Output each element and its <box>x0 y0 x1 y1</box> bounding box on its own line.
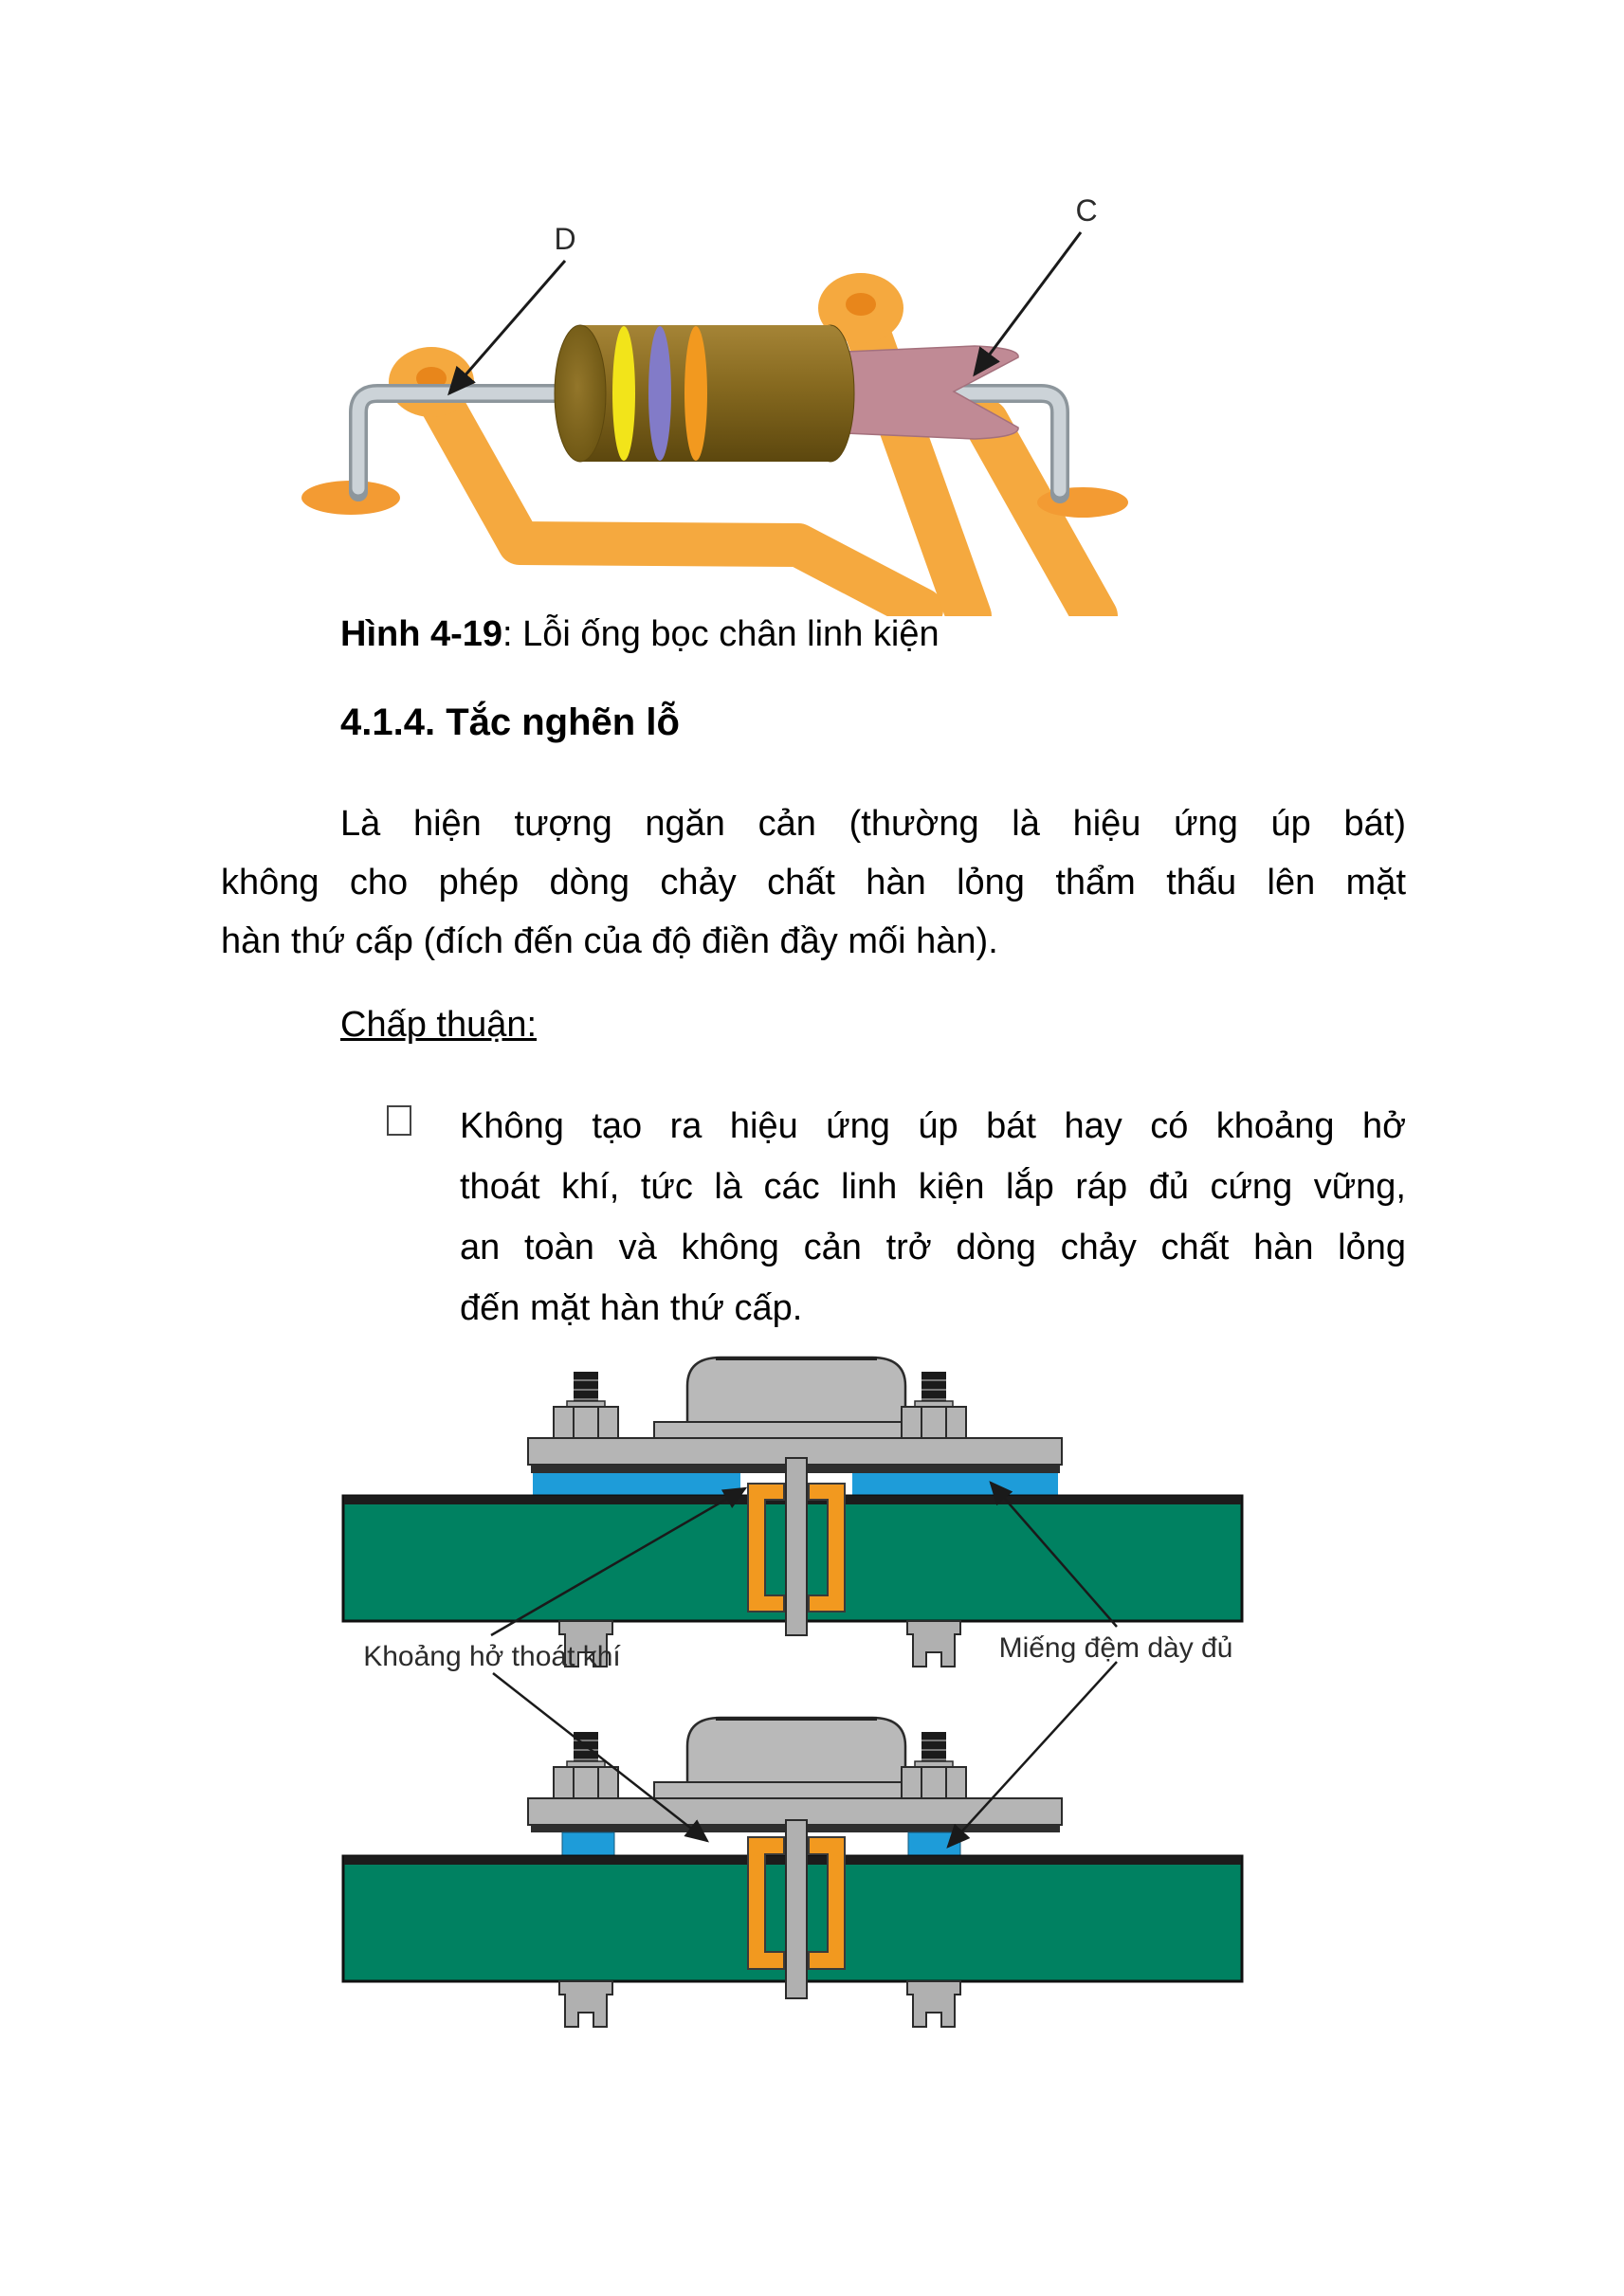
component-base <box>654 1782 943 1798</box>
pcb-diagram <box>237 1346 1432 2067</box>
bullet-line: an toàn và không cản trở dòng chảy chất hàn lỏng <box>460 1228 1406 1267</box>
round-pad-right-hole <box>846 293 876 316</box>
paragraph-line: không cho phép dòng chảy chất hàn lỏng thẩm thấu lên mặt <box>221 863 1406 902</box>
bullet-line: thoát khí, tức là các linh kiện lắp ráp đủ cứng vững, <box>460 1167 1406 1207</box>
callout-label-c: C <box>1075 193 1098 228</box>
gasket-left <box>533 1473 740 1498</box>
band-yellow <box>612 326 635 461</box>
bolt-right <box>902 1372 966 1438</box>
figure-pcb-cross-sections <box>237 1346 1432 2067</box>
assembly-with-full-gasket <box>343 1358 1242 1667</box>
bullet-line: đến mặt hàn thứ cấp. <box>460 1288 803 1328</box>
bullet-item <box>460 1096 1406 1339</box>
section-heading: 4.1.4. Tắc nghẽn lỗ <box>340 702 680 743</box>
figure-caption <box>340 614 940 655</box>
clip-left <box>559 1981 612 2027</box>
bolt-left <box>554 1372 618 1438</box>
paragraph-line: hàn thứ cấp (đích đến của độ điền đầy mối hàn). <box>221 921 998 961</box>
acceptance-label: Chấp thuận: <box>340 1005 538 1045</box>
callout-arrow-d <box>449 261 565 393</box>
callout-arrow-c <box>975 232 1081 374</box>
bullet-line: Không tạo ra hiệu ứng úp bát hay có khoảng hở <box>460 1106 1406 1146</box>
assembly-with-vent-gap <box>343 1718 1242 2027</box>
resistor-body <box>555 325 854 462</box>
component-pin <box>786 1820 807 1998</box>
resistor-illustration <box>218 109 1128 616</box>
bolt-right <box>902 1732 966 1798</box>
component-dome <box>687 1358 905 1424</box>
clip-right <box>907 1621 960 1667</box>
spacer-pad-right <box>908 1832 960 1856</box>
band-violet <box>648 326 671 461</box>
component-pin <box>786 1458 807 1635</box>
component-dome <box>687 1718 905 1784</box>
checkbox-bullet-icon <box>387 1105 411 1136</box>
gasket-right <box>852 1473 1058 1498</box>
label-vent-gap: Khoảng hở thoát khí <box>363 1641 621 1672</box>
paragraph-line: Là hiện tượng ngăn cản (thường là hiệu ứng úp bát) <box>340 804 1406 844</box>
figure-resistor-sleeve <box>218 109 1128 616</box>
figure-caption-number: Hình 4-19 <box>340 614 503 654</box>
label-gasket: Miếng đệm dày đủ <box>998 1632 1233 1664</box>
bolt-left <box>554 1732 618 1798</box>
band-orange <box>684 326 707 461</box>
figure-caption-text: : Lỗi ống bọc chân linh kiện <box>502 614 940 654</box>
spacer-pad-left <box>562 1832 614 1856</box>
body-paragraph <box>221 794 1406 971</box>
callout-label-d: D <box>554 222 576 256</box>
component-base <box>654 1422 943 1438</box>
clip-right <box>907 1981 960 2027</box>
